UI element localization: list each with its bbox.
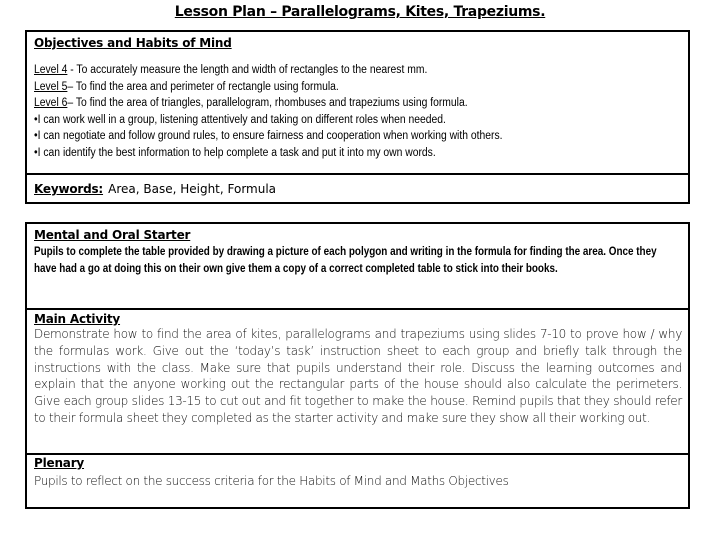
level-6 [34,95,617,112]
page-title: Lesson Plan – Parallelograms, Kites, Trapeziums. [174,4,546,20]
plenary-section [27,453,688,490]
habit-bullet: •I can identify the best information to help complete a task and put it into my own words. [34,146,436,159]
level-text: - To accurately measure the length and width of rectangles to the nearest mm. [67,64,428,76]
objectives-heading: Objectives and Habits of Mind [34,36,232,50]
activities-box [25,222,690,509]
level-label: Level 4 [34,64,68,76]
level-label: Level 6 [34,97,68,110]
level-label: Level 5 [34,80,68,93]
objectives-box [25,30,690,204]
level-5 [34,79,617,96]
keywords-label: Keywords: [34,182,104,196]
main-activity-section [27,308,688,427]
plenary-text: Pupils to reflect on the success criteria for the Habits of Mind and Maths Objectives [34,474,509,488]
level-text: – To find the area of triangles, parallelogram, rhombuses and trapeziums using formula. [67,97,468,110]
main-activity-heading: Main Activity [34,312,121,326]
habit-bullet: •I can work well in a group, listening attentively and taking on different roles when needed. [34,113,446,126]
level-text: – To find the area and perimeter of rectangle using formula. [67,80,339,93]
starter-text: Pupils to complete the table provided by drawing a picture of each polygon and writing in the formula for finding the area. Once they have had a go at doing this on their own give them a copy of a correct completed table to stick into their books. [34,246,657,275]
habit-bullet: •I can negotiate and follow ground rules, to ensure fairness and cooperation when working with others. [34,130,503,143]
main-activity-text: Demonstrate how to find the area of kites, parallelograms and trapeziums using slides 7-10 to prove how / why the formulas work. Give out the ‘today’s task’ instruction sheet to each group and briefly talk through the instructions with the class. Make sure that pupils understand their role. Discuss the learning outcomes and explain that the anyone working out the rectangular parts of the house should also calculate the perimeters. Give each group slides 13-15 to cut out and fit together to make the house. Remind pupils that they should refer to their formula sheet they completed as the starter activity and make sure they show all their working out. [34,327,682,425]
objectives-section [27,36,688,162]
keywords-text: Area, Base, Height, Formula [108,182,277,196]
keywords-section [27,173,688,197]
level-4 [34,62,617,79]
starter-heading: Mental and Oral Starter [34,228,191,242]
starter-section [27,228,688,278]
plenary-heading: Plenary [34,456,85,470]
